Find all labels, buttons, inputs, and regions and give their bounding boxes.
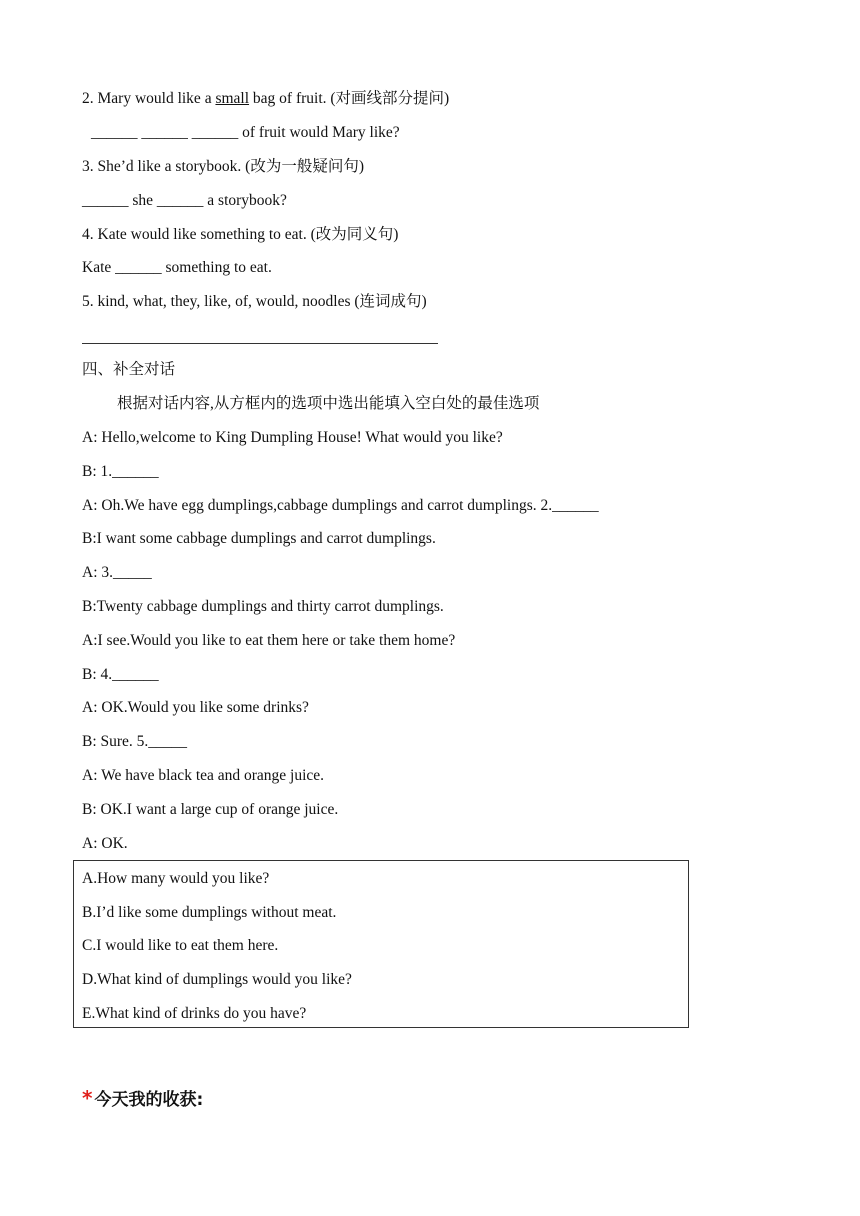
dialogue-line: A: We have black tea and orange juice. (82, 767, 325, 784)
option-b: B.I’d like some dumplings without meat. (82, 904, 337, 921)
dialogue-line: B: Sure. 5._____ (82, 733, 188, 750)
question-3-answer: ______ she ______ a storybook? (82, 192, 287, 209)
summary-label: 今天我的收获: (94, 1090, 204, 1110)
underlined-word: small (215, 90, 250, 107)
star-icon: * (82, 1086, 93, 1110)
dialogue-line: B: 1.______ (82, 463, 159, 480)
dialogue-line: A: 3._____ (82, 564, 152, 581)
question-5: 5. kind, what, they, like, of, would, noodles (连词成句) (82, 293, 427, 310)
dialogue-line: B:Twenty cabbage dumplings and thirty carrot dumplings. (82, 598, 444, 615)
dialogue-line: A:I see.Would you like to eat them here or take them home? (82, 632, 456, 649)
option-e: E.What kind of drinks do you have? (82, 1005, 307, 1022)
summary-heading (82, 1086, 203, 1112)
option-a: A.How many would you like? (82, 870, 270, 887)
question-4: 4. Kate would like something to eat. (改为同义句) (82, 226, 399, 243)
dialogue-line: A: OK.Would you like some drinks? (82, 699, 309, 716)
question-2-answer: ______ ______ ______ of fruit would Mary like? (91, 124, 400, 141)
dialogue-line: B:I want some cabbage dumplings and carrot dumplings. (82, 530, 436, 547)
dialogue-line: A: OK. (82, 835, 128, 852)
options-box (73, 860, 689, 1028)
section-instruction: 根据对话内容,从方框内的选项中选出能填入空白处的最佳选项 (117, 395, 540, 412)
dialogue-line: B: 4.______ (82, 666, 159, 683)
option-c: C.I would like to eat them here. (82, 937, 279, 954)
dialogue-line: A: Oh.We have egg dumplings,cabbage dumplings and carrot dumplings. 2.______ (82, 497, 599, 514)
dialogue-line: B: OK.I want a large cup of orange juice. (82, 801, 339, 818)
dialogue-line: A: Hello,welcome to King Dumpling House! What would you like? (82, 429, 503, 446)
section-title: 四、补全对话 (82, 361, 176, 378)
question-3: 3. She’d like a storybook. (改为一般疑问句) (82, 158, 364, 175)
question-4-answer: Kate ______ something to eat. (82, 259, 272, 276)
answer-rule (82, 343, 438, 344)
option-d: D.What kind of dumplings would you like? (82, 971, 352, 988)
question-2: 2. Mary would like a small bag of fruit. (对画线部分提问) (82, 90, 450, 107)
